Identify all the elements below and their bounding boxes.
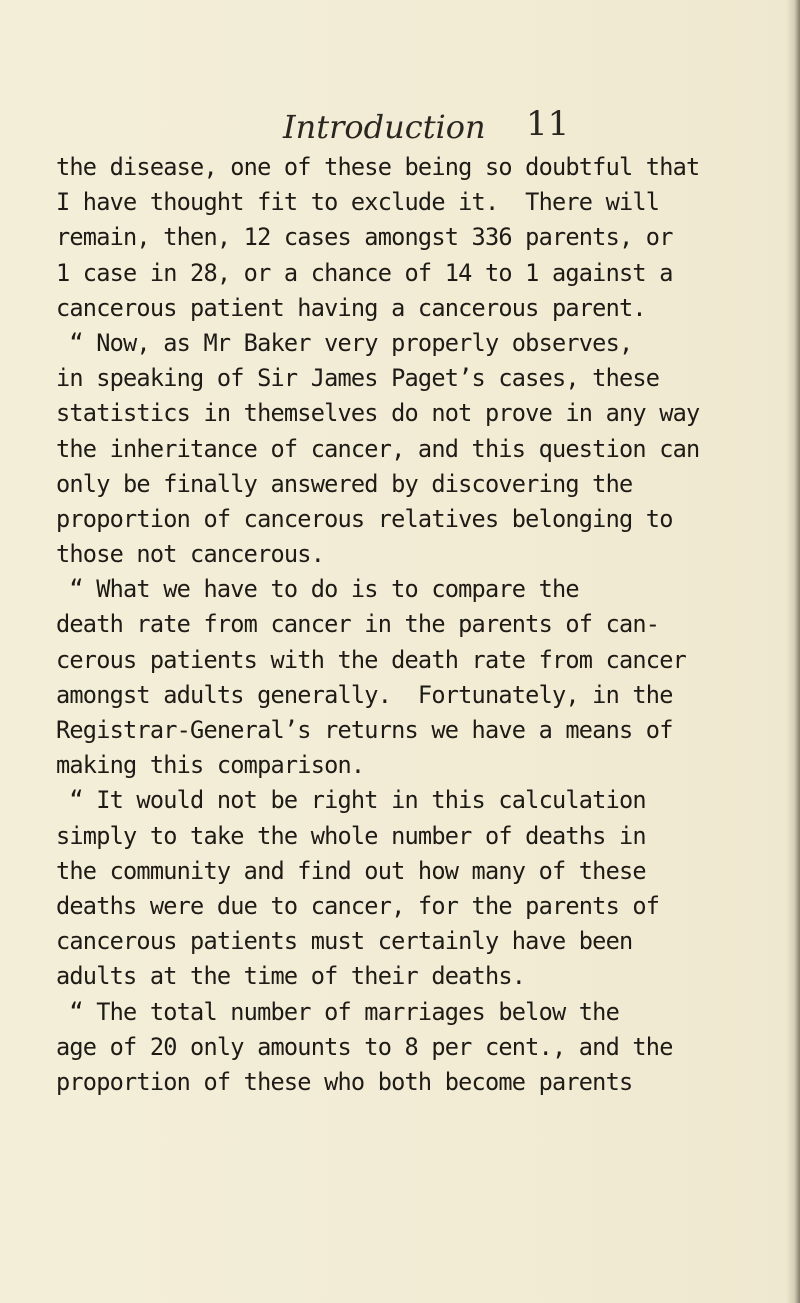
text-line: remain, then, 12 cases amongst 336 parents, or (56, 223, 673, 252)
text-line: statistics in themselves do not prove in any way (56, 399, 700, 428)
text-line: cerous patients with the death rate from cancer (56, 645, 687, 674)
text-line: “ What we have to do is to compare the (56, 575, 579, 604)
text-line: cancerous patient having a cancerous parent. (56, 293, 646, 322)
text-line: simply to take the whole number of deaths in (56, 821, 646, 850)
text-line: death rate from cancer in the parents of can- (56, 610, 660, 639)
page-header (0, 80, 800, 146)
text-line: Registrar-General’s returns we have a means of (56, 716, 673, 744)
text-line: age of 20 only amounts to 8 per cent., and the (56, 1032, 673, 1061)
text-line: proportion of these who both become parents (56, 1067, 633, 1096)
text-line: in speaking of Sir James Paget’s cases, these (56, 364, 660, 393)
page-edge-shadow (786, 0, 800, 1303)
text-line: cancerous patients must certainly have been (56, 927, 633, 956)
text-line: “ It would not be right in this calculation (56, 786, 646, 815)
text-line: the community and find out how many of these (56, 856, 646, 885)
text-line: those not cancerous. (56, 540, 325, 569)
text-line: only be finally answered by discovering the (56, 469, 633, 498)
body-text (56, 150, 768, 1100)
text-line: the disease, one of these being so doubtful that (56, 153, 700, 181)
running-title: Introduction (283, 108, 486, 146)
text-line: “ Now, as Mr Baker very properly observes, (56, 328, 633, 357)
text-line: 1 case in 28, or a chance of 14 to 1 against a (56, 258, 673, 287)
text-line: deaths were due to cancer, for the parents of (56, 891, 660, 920)
text-line: I have thought fit to exclude it. There will (56, 188, 660, 217)
text-line: amongst adults generally. Fortunately, in the (56, 680, 673, 709)
page-number: 11 (526, 104, 570, 144)
text-line: proportion of cancerous relatives belonging to (56, 504, 673, 533)
text-line: the inheritance of cancer, and this question can (56, 434, 700, 463)
text-line: “ The total number of marriages below the (56, 997, 619, 1026)
text-line: adults at the time of their deaths. (56, 962, 526, 991)
text-line: making this comparison. (56, 751, 365, 780)
